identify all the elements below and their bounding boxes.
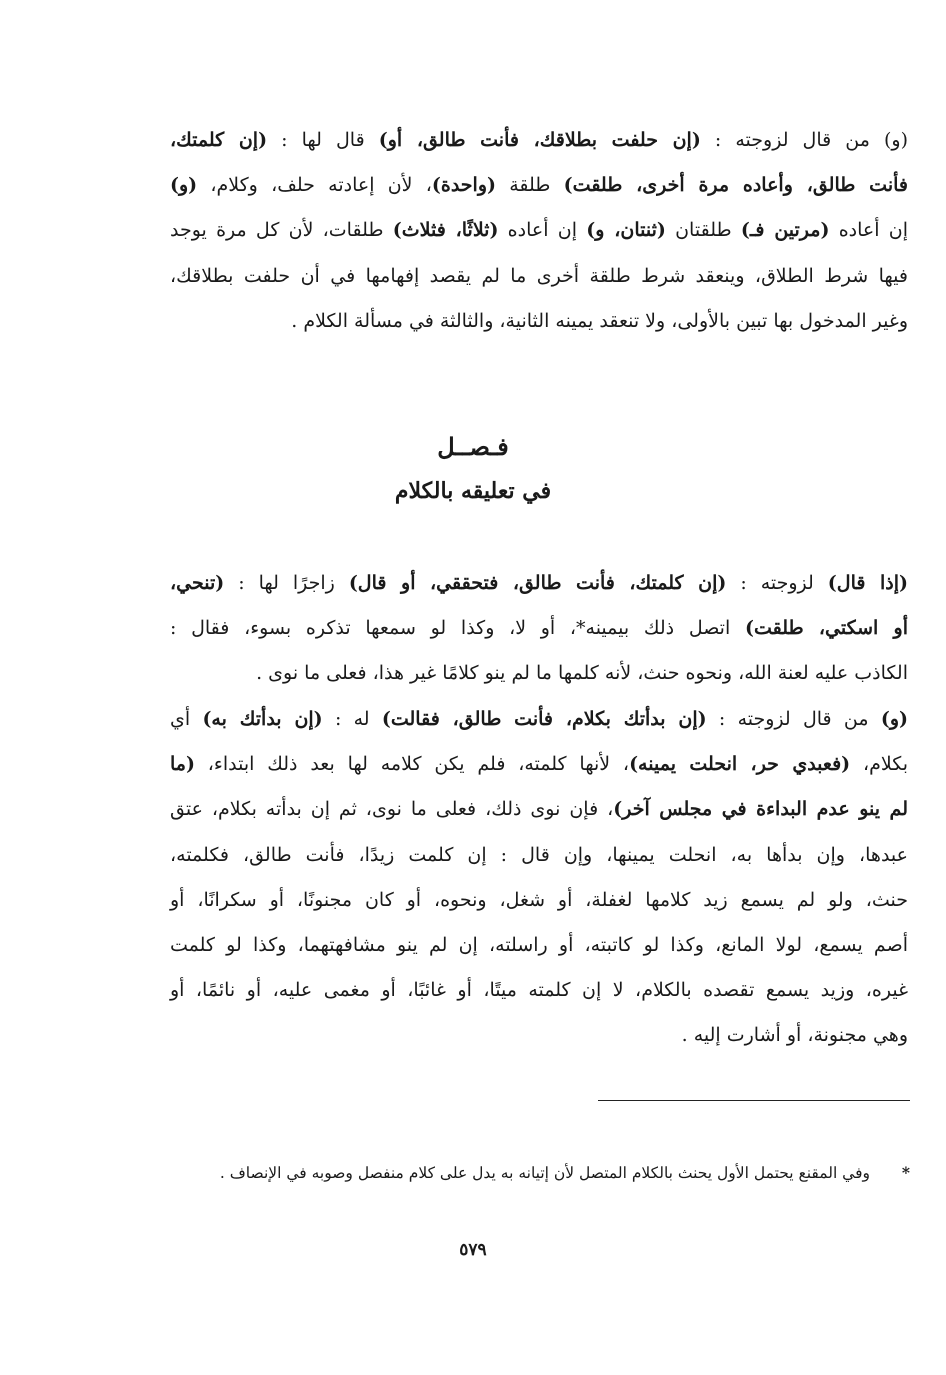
text-line	[170, 923, 908, 968]
footnote	[170, 1160, 910, 1186]
text-run: (و) من قال لزوجته :	[700, 129, 908, 151]
bold-text-run: لم ينو عدم البداءة في مجلس آخر)	[613, 798, 908, 821]
text-run: طلقات، لأن كل مرة يوجد	[170, 219, 393, 242]
bold-text-run: (مرتين فـ)	[740, 219, 830, 242]
paragraph-3	[170, 697, 908, 1059]
text-run: ، فإن نوى ذلك، فعلى ما نوى، ثم إن بدأته بكلام، عتق	[170, 798, 614, 821]
text-line	[170, 833, 908, 878]
text-line	[170, 742, 908, 787]
text-run: أي	[170, 708, 203, 730]
bold-text-run: (واحدة)	[431, 174, 496, 197]
text-run: إن أعاده	[829, 219, 909, 242]
text-line	[170, 878, 908, 923]
footnote-divider	[598, 1100, 910, 1101]
text-run: فيها شرط الطلاق، وينعقد شرط طلقة أخرى ما لم يقصد إفهامها في أن حلفت بطلاقك،	[170, 264, 908, 287]
bold-text-run: (إن حلفت بطلاقك، فأنت طالق، أو)	[378, 129, 701, 151]
text-run: له :	[322, 708, 382, 730]
text-run: بكلام،	[850, 753, 908, 776]
text-line	[170, 163, 908, 208]
text-line	[170, 299, 908, 344]
text-run: من قال لزوجته :	[706, 708, 881, 730]
text-run: قال لها :	[267, 129, 379, 151]
text-run: زاجرًا لها :	[224, 572, 349, 594]
text-run: غيره، وزيد يسمع تقصده بالكلام، لا إن كلمته ميتًا، أو غائبًا، أو مغمى عليه، أو نائمًا، أو	[170, 979, 908, 1002]
bold-text-run: (فعبدي حر، انحلت يمينه)	[629, 753, 851, 776]
bold-text-run: (ما	[170, 753, 195, 776]
text-line	[170, 651, 908, 696]
text-run: لزوجته :	[726, 572, 828, 594]
bold-text-run: (ثنتان، و)	[586, 219, 666, 242]
text-run: وغير المدخول بها تبين بالأولى، ولا تنعقد يمينه الثانية، والثالثة في مسألة الكلام .	[291, 309, 908, 332]
paragraph-1	[170, 118, 908, 344]
section-subtitle: في تعليقه بالكلام	[394, 478, 552, 504]
section-title: فـصــل	[437, 432, 509, 461]
bold-text-run: (و)	[880, 708, 908, 730]
bold-text-run: (ثلاثًا، فثلاث)	[392, 219, 499, 242]
text-line	[170, 606, 908, 651]
text-run: وهي مجنونة، أو أشارت إليه .	[681, 1024, 908, 1047]
text-run: طلقة	[495, 174, 564, 197]
text-run: ، لأنها كلمته، فلم يكن كلامه لها بعد ذلك ابتداء،	[194, 753, 630, 776]
bold-text-run: (إن بدأتك به)	[202, 708, 323, 730]
bold-text-run: (إن كلمتك، فأنت طالق، فتحققي، أو قال)	[348, 572, 727, 594]
page-number: ٥٧٩	[459, 1240, 487, 1260]
text-line	[170, 208, 908, 253]
text-line	[170, 118, 908, 163]
text-line	[170, 787, 908, 832]
text-line	[170, 968, 908, 1013]
text-run: الكاذب عليه لعنة الله، ونحوه حنث، لأنه كلمها ما لم ينو كلامًا غير هذا، فعلى ما نوى .	[256, 662, 908, 685]
text-line	[170, 254, 908, 299]
text-run: طلقتان	[665, 219, 741, 242]
bold-text-run: (و)	[170, 174, 198, 197]
text-run: إن أعاده	[498, 219, 587, 242]
text-line	[170, 561, 908, 606]
bold-text-run: (إن بدأتك بكلام، فأنت طالق، فقالت)	[381, 708, 707, 730]
text-run: أصم يسمع، لولا المانع، وكذا لو كاتبته، أو راسلته، إن لم ينو مشافهتهما، وكذا لو كلمت	[170, 934, 908, 957]
bold-text-run: (إن كلمتك،	[170, 129, 268, 151]
text-run: عبدها، وإن بدأها به، انحلت يمينها، وإن قال : إن كلمت زيدًا، فأنت طالق، فكلمته،	[170, 843, 908, 866]
text-line	[170, 1013, 908, 1058]
bold-text-run: فأنت طالق، وأعاده مرة أخرى، طلقت)	[563, 174, 908, 197]
footnote-text: وفي المقنع يحتمل الأول يحنث بالكلام المتصل لأن إتيانه به يدل على كلام منفصل وصوبه في الإنصاف .	[219, 1164, 870, 1182]
text-line	[170, 697, 908, 742]
text-run: ، لأن إعادته حلف، وكلام،	[197, 174, 432, 197]
footnote-marker: *	[901, 1163, 910, 1182]
bold-text-run: (تنحي،	[170, 572, 225, 594]
text-run: اتصل ذلك بيمينه*، أو لا، وكذا لو سمعها تذكره بسوء، فقال :	[170, 617, 745, 640]
text-run: حنث، ولو لم يسمع زيد كلامها لغفلة، أو شغل، ونحوه، أو كان مجنونًا، أو سكرانًا، أو	[170, 888, 908, 911]
paragraph-2	[170, 561, 908, 697]
bold-text-run: أو اسكتي، طلقت)	[744, 617, 909, 640]
bold-text-run: (إذا قال)	[827, 572, 908, 594]
